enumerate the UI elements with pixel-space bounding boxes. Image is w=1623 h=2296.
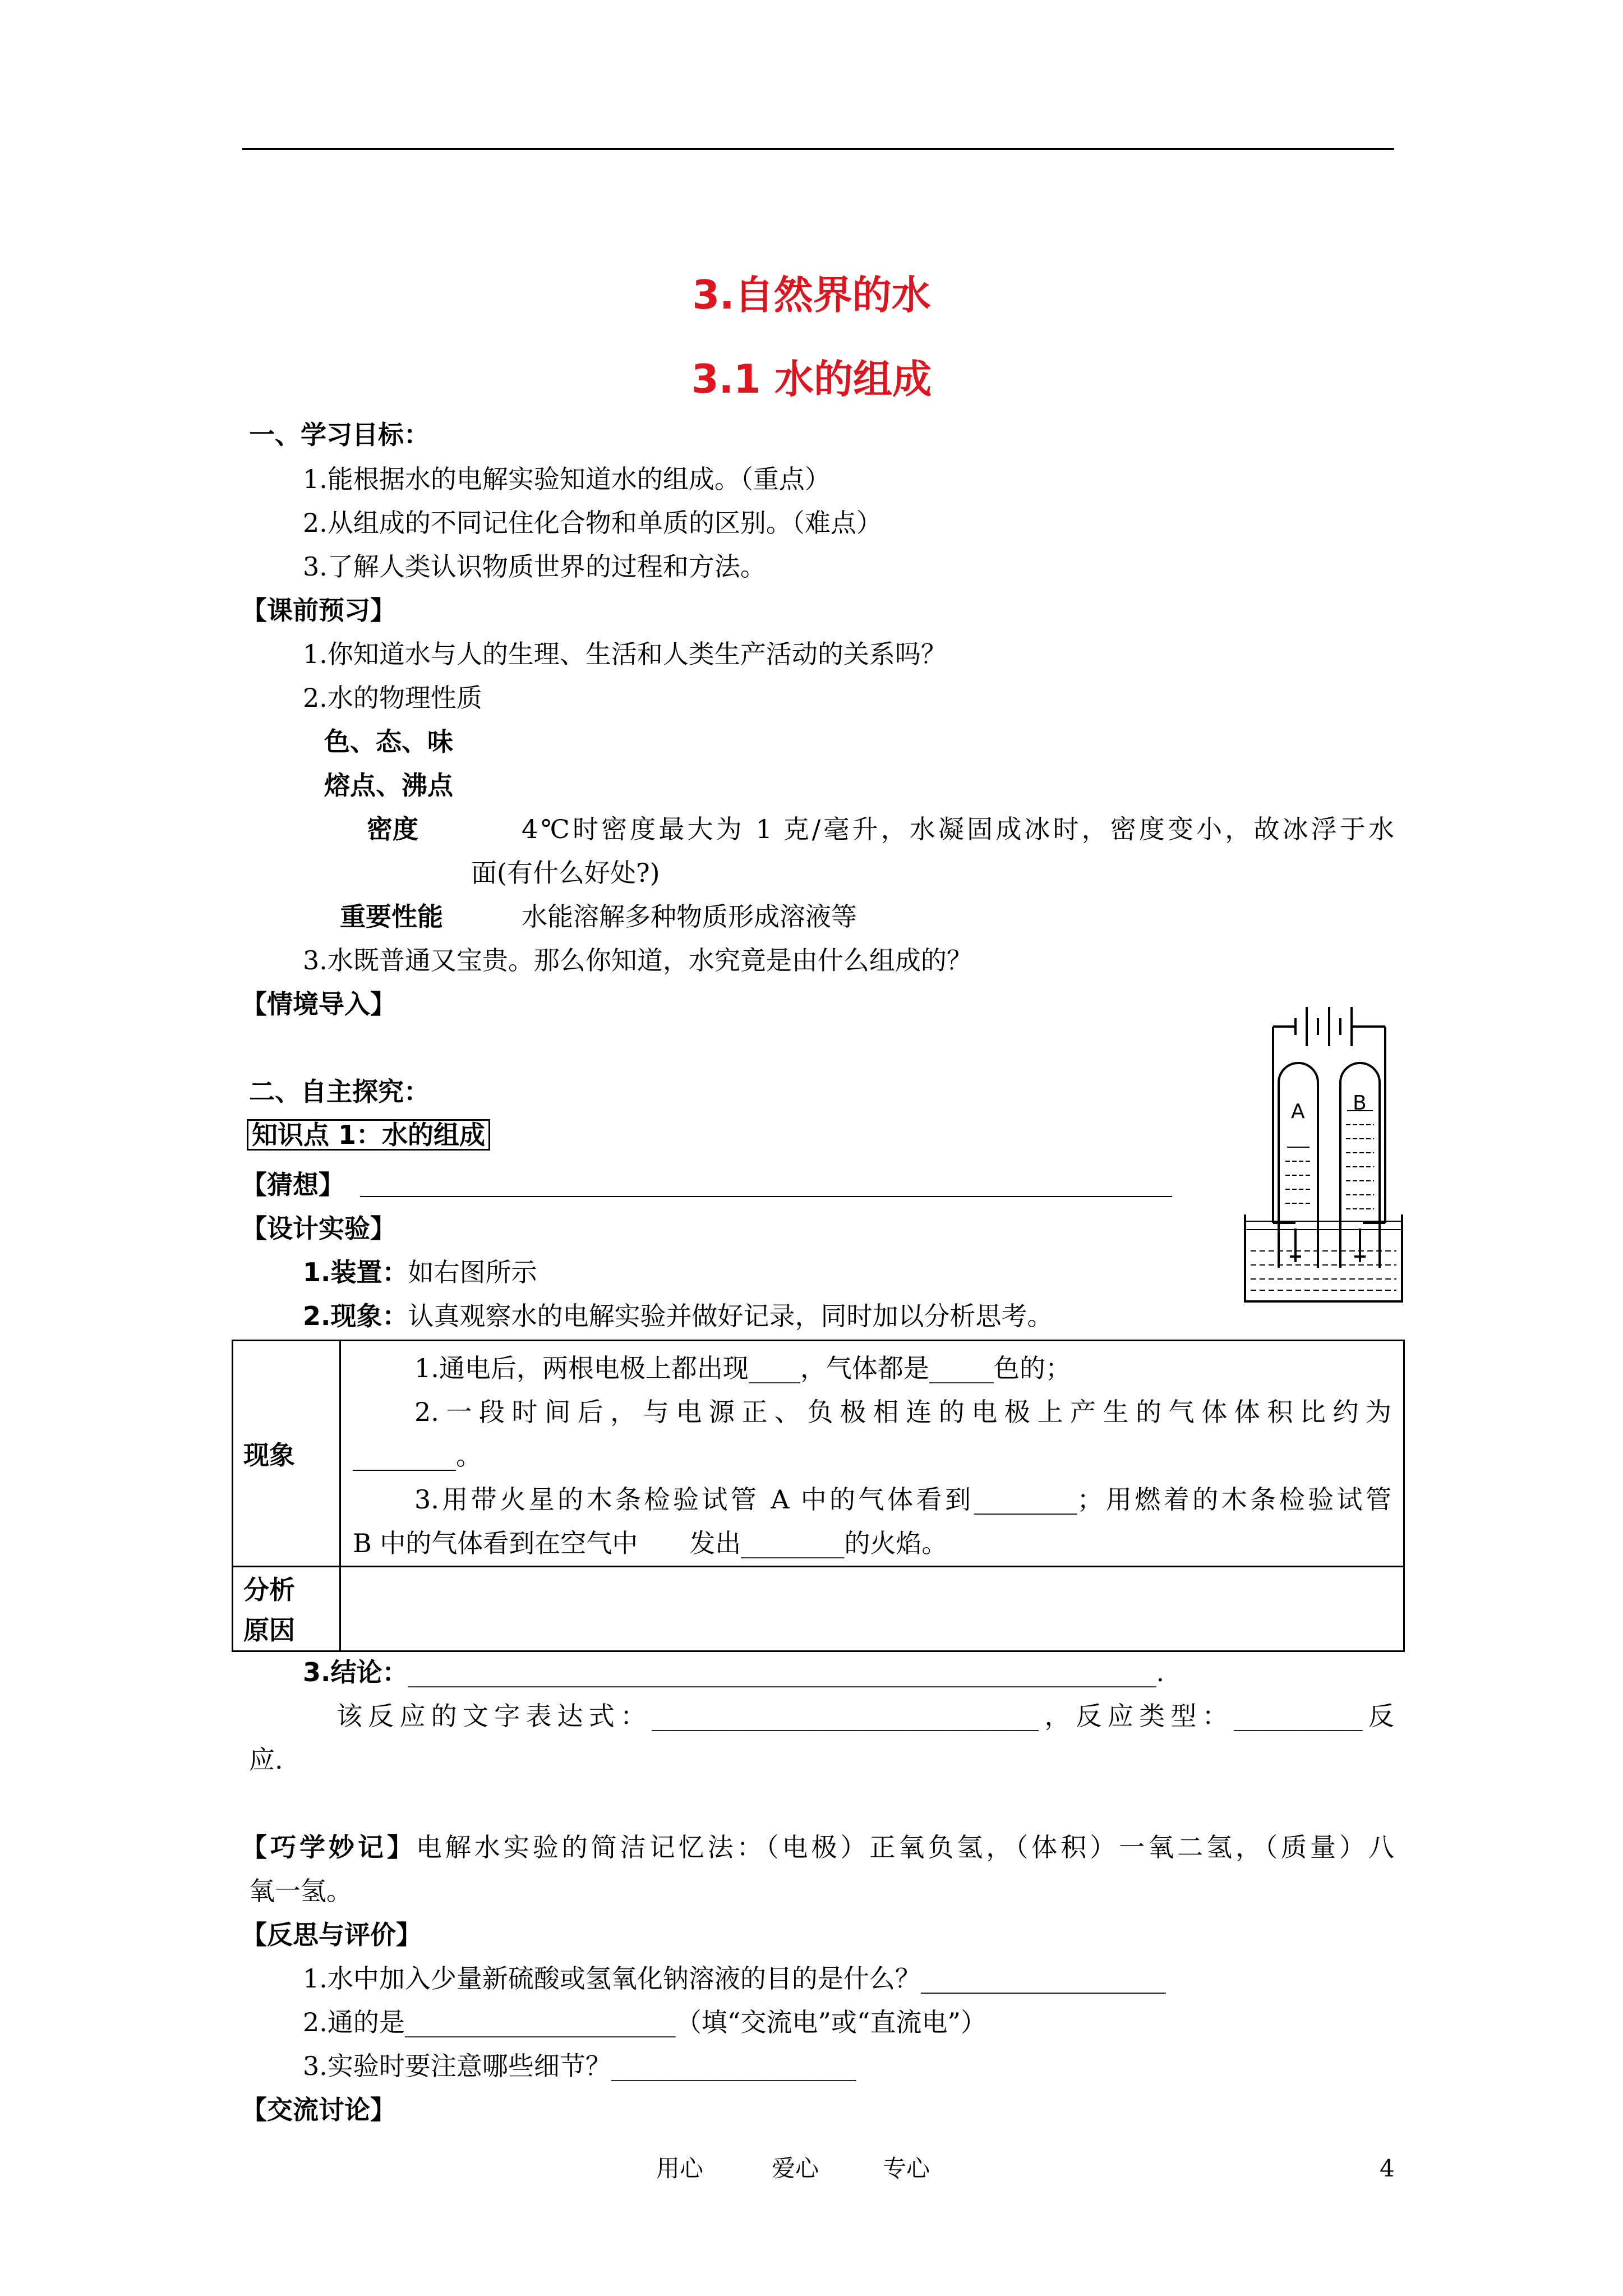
reflection-heading: 【反思与评价】 [241, 1920, 422, 1950]
phenomenon-line-2a: 2.一段时间后，与电源正、负极相连的电极上产生的气体体积比约为 [414, 1397, 1391, 1427]
table-row [233, 1341, 1404, 1567]
phenomenon-line-1: 1.通电后，两根电极上都出现____，气体都是_____色的； [414, 1353, 1071, 1383]
tube-a [1279, 1063, 1318, 1268]
preview-heading: 【课前预习】 [241, 595, 396, 625]
scene-heading: 【情境导入】 [241, 989, 396, 1019]
phenomenon-line-2b: ________。 [353, 1441, 482, 1471]
phenomenon-line-3b: B 中的气体看到在空气中 发出________的火焰。 [353, 1528, 948, 1558]
property-melt-boil: 熔点、沸点 [324, 770, 453, 800]
table-row [233, 1567, 1404, 1651]
guess-label: 【猜想】 [241, 1170, 344, 1200]
reaction-expression-line: 该反应的文字表达式：______________________________，反应类型：__________反 [336, 1701, 1394, 1731]
tube-a-label: A [1291, 1100, 1305, 1123]
phenomenon-row-label: 现象 [243, 1440, 295, 1470]
reflection-q1: 1.水中加入少量新硫酸或氢氧化钠溶液的目的是什么？___________________ [303, 1963, 1166, 1994]
memory-text-a: 电解水实验的简洁记忆法：（电极）正氧负氢，（体积）一氧二氢，（质量）八 [416, 1832, 1395, 1862]
device-text: 如右图所示 [408, 1257, 537, 1287]
header-rule [242, 148, 1394, 150]
footer-slogan-2: 爱心 [772, 2155, 819, 2182]
memory-trick-line [241, 1834, 1394, 1860]
phenomenon-label: 2.现象： [303, 1301, 408, 1331]
chapter-title: 3.自然界的水 [692, 272, 931, 318]
electrolysis-apparatus-diagram [1234, 999, 1413, 1313]
knowledge-point-box: 知识点 1：水的组成 [247, 1119, 490, 1151]
section-title: 3.1 水的组成 [691, 356, 932, 402]
analysis-label-1: 分析 [243, 1575, 295, 1605]
phenomenon-text: 认真观察水的电解实验并做好记录，同时加以分析思考。 [408, 1301, 1053, 1331]
analysis-content-cell [340, 1567, 1404, 1651]
reaction-expression-line-2: 应. [249, 1745, 283, 1775]
reflection-q2: 2.通的是_____________________（填“交流电”或“直流电”） [303, 2007, 986, 2037]
reflection-q3: 3.实验时要注意哪些细节？___________________ [303, 2051, 856, 2081]
goal-2: 2.从组成的不同记住化合物和单质的区别。（难点） [303, 508, 882, 538]
device-label: 1.装置： [303, 1257, 408, 1287]
conclusion-label: 3.结论： [303, 1657, 408, 1687]
learning-goals-heading: 一、学习目标： [249, 420, 430, 450]
preview-q2: 2.水的物理性质 [303, 683, 482, 713]
guess-answer-line [360, 1196, 1172, 1197]
goal-1: 1.能根据水的电解实验知道水的组成。（重点） [303, 464, 831, 494]
conclusion-blank: __________________________________________________________. [408, 1657, 1165, 1687]
analysis-header-cell [233, 1567, 340, 1651]
page-number: 4 [1380, 2155, 1395, 2182]
density-text-1: 4℃时密度最大为 1 克/毫升，水凝固成冰时，密度变小，故冰浮于水 [522, 814, 1394, 844]
self-explore-heading: 二、自主探究： [249, 1076, 430, 1107]
goal-3: 3.了解人类认识物质世界的过程和方法。 [303, 551, 766, 582]
density-text-2: 面(有什么好处?) [471, 858, 660, 888]
discussion-heading: 【交流讨论】 [241, 2095, 396, 2125]
device-line [303, 1259, 537, 1285]
design-experiment-label: 【设计实验】 [241, 1213, 396, 1244]
observation-table [232, 1340, 1405, 1652]
footer-slogan-3: 专心 [883, 2155, 930, 2182]
density-label: 密度 [367, 814, 418, 844]
phenomenon-line-3a: 3.用带火星的木条检验试管 A 中的气体看到________；用燃着的木条检验试管 [414, 1484, 1391, 1515]
phenomenon-content-cell [340, 1341, 1404, 1567]
memory-label: 【巧学妙记】 [241, 1832, 416, 1862]
conclusion-line [303, 1659, 1164, 1685]
preview-q1: 1.你知道水与人的生理、生活和人类生产活动的关系吗？ [303, 639, 947, 669]
memory-text-b: 氧一氢。 [249, 1876, 352, 1906]
phenomenon-header-cell [233, 1341, 340, 1567]
property-color-taste: 色、态、味 [324, 726, 453, 757]
important-property-label: 重要性能 [340, 901, 443, 932]
analysis-label-2: 原因 [243, 1615, 295, 1645]
preview-q3: 3.水既普通又宝贵。那么你知道，水究竟是由什么组成的？ [303, 945, 972, 976]
tube-b-label: B [1353, 1092, 1367, 1115]
important-property-text: 水能溶解多种物质形成溶液等 [522, 901, 857, 932]
phenomenon-line [303, 1303, 1053, 1329]
footer-slogan-1: 用心 [656, 2155, 704, 2182]
